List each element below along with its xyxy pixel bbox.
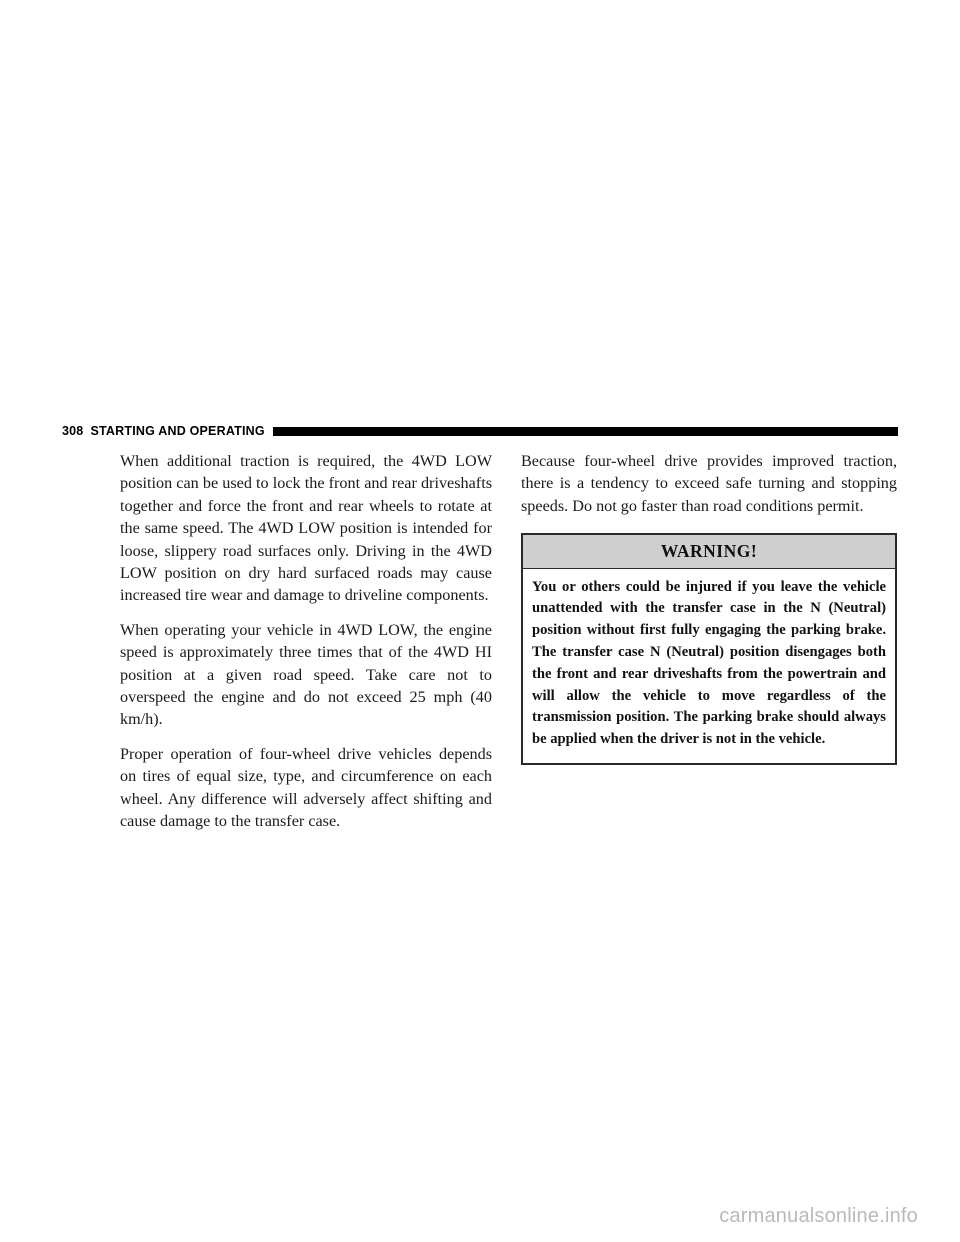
warning-box xyxy=(521,533,897,765)
header-rule xyxy=(273,427,898,436)
paragraph-4wd-low: When additional traction is required, the 4WD LOW position can be used to lock the front and rear driveshafts together and force the front and rear wheels to rotate at the same speed. The 4WD LOW position is intended for loose, slippery road surfaces only. Driving in the 4WD LOW position on dry hard surfaced roads may cause increased tire wear and damage to driveline components. xyxy=(120,452,492,605)
right-column xyxy=(521,450,897,765)
page-header xyxy=(62,423,898,439)
warning-body: You or others could be injured if you leave the vehicle unattended with the transfer case in the N (Neutral) position without first fully engaging the parking brake. The transfer case N (Neutral) position disengages both the front and rear driveshafts from the powertrain and will allow the vehicle to move regardless of the transmission position. The parking brake should always be applied when the driver is not in the vehicle. xyxy=(532,578,886,748)
warning-title: WARNING! xyxy=(523,535,895,568)
section-title: STARTING AND OPERATING xyxy=(90,424,265,438)
paragraph-traction: Because four-wheel drive provides improved traction, there is a tendency to exceed safe turning and stopping speeds. Do not go faster than road conditions permit. xyxy=(521,452,897,515)
paragraph-engine-speed: When operating your vehicle in 4WD LOW, the engine speed is approximately three times that of the 4WD HI position at a given road speed. Take care not to overspeed the engine and do not exceed 25 mph (40 km/h). xyxy=(120,620,492,729)
site-watermark: carmanualsonline.info xyxy=(719,1205,918,1227)
left-column xyxy=(120,450,492,845)
paragraph-tires: Proper operation of four-wheel drive vehicles depends on tires of equal size, type, and circumference on each wheel. Any difference will adversely affect shifting and cause damage to the transfer case. xyxy=(120,744,492,831)
page-number: 308 xyxy=(62,424,84,438)
